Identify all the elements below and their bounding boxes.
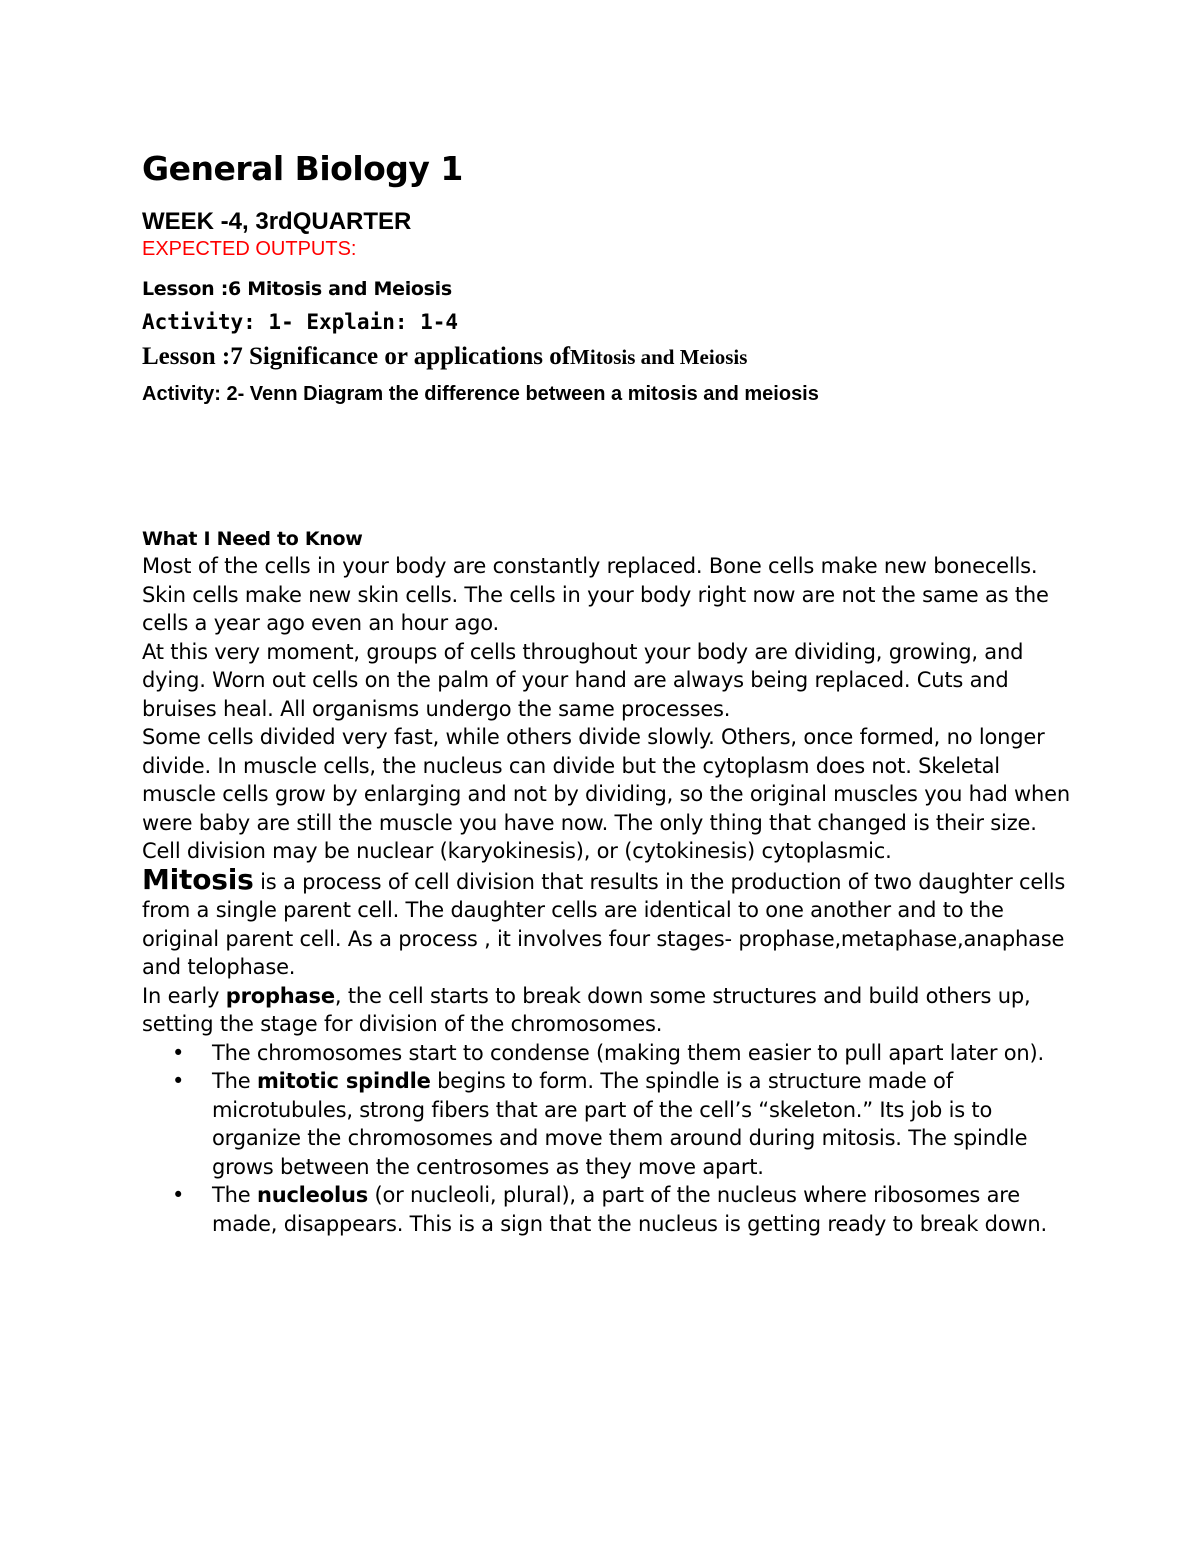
bullet-marker: • [172,1069,185,1093]
prophase-description: , the cell starts to break down some structures and build others up, setting the stage for division of the chromosomes. [142,983,1031,1036]
section-heading: What I Need to Know [142,528,363,550]
bullet-text: begins to form. The spindle is a structure made of microtubules, strong fibers that are part of the cell’s “skeleton.” Its job is to organize the chromosomes and move them around during mitosis. The spindle grows between the centrosomes as they move apart. [212,1069,1028,1179]
bullet-marker: • [172,1040,185,1065]
bullet-text-pre: The [212,1069,257,1093]
lesson-6-heading: Lesson :6 Mitosis and Meiosis [142,278,452,300]
paragraph-cells-dividing: At this very moment, groups of cells throughout your body are dividing, growing, and dying. Worn out cells on the palm of your hand are always being replaced. Cuts and bruises heal. All organisms undergo the same processes. [142,639,1024,721]
lesson-7-tail: Mitosis and Meiosis [570,345,748,369]
list-item [172,1067,1072,1181]
document-page [142,148,1072,1238]
nucleolus-term: nucleolus [256,1183,369,1207]
prophase-bullet-list [142,1039,1072,1239]
paragraph-mitosis [142,862,1072,982]
activity-2-line: Activity: 2- Venn Diagram the difference between a mitosis and meiosis [142,383,819,405]
bullet-text: (or nucleoli, plural), a part of the nucleus where ribosomes are made, disappears. This is a sign that the nucleus is getting ready to break down. [212,1183,1047,1236]
bullet-text: The chromosomes start to condense (making them easier to pull apart later on). [212,1040,1044,1065]
week-quarter-label: WEEK -4, 3rdQUARTER [142,208,412,235]
lesson-7-heading [142,340,1072,374]
section-body [142,552,1072,1238]
list-item [172,1039,1072,1068]
mitosis-definition: is a process of cell division that results in the production of two daughter cells from a single parent cell. The daughter cells are identical to one another and to the original parent cell. As a process , it involves four stages- prophase,metaphase,anaphase and telophase. [142,869,1066,979]
document-title: General Biology 1 [142,149,463,188]
prophase-intro: In early [142,983,226,1008]
activity-1-line: Activity: 1- Explain: 1-4 [142,310,459,334]
paragraph-cell-division-rates: Some cells divided very fast, while others divide slowly. Others, once formed, no longer divide. In muscle cells, the nucleus can divide but the cytoplasm does not. Skeletal muscle cells grow by enlarging and not by dividing, so the original muscles you had when were baby are still the muscle you have now. The only thing that changed is their size. Cell division may be nuclear (karyokinesis), or (cytokinesis) cytoplasmic. [142,725,1070,863]
mitosis-term: Mitosis [142,862,254,896]
prophase-term: prophase [225,983,335,1008]
bullet-text-pre: The [212,1183,257,1207]
paragraph-cells-replaced: Most of the cells in your body are constantly replaced. Bone cells make new bonecells. Skin cells make new skin cells. The cells in your body right now are not the same as the cells a year ago even an hour ago. [142,554,1049,635]
mitotic-spindle-term: mitotic spindle [256,1069,431,1093]
bullet-marker: • [172,1183,185,1207]
paragraph-prophase [142,982,1072,1039]
lesson-7-main: Lesson :7 Significance or applications of [142,343,571,370]
list-item [172,1181,1072,1238]
expected-outputs-label: EXPECTED OUTPUTS: [142,238,357,260]
